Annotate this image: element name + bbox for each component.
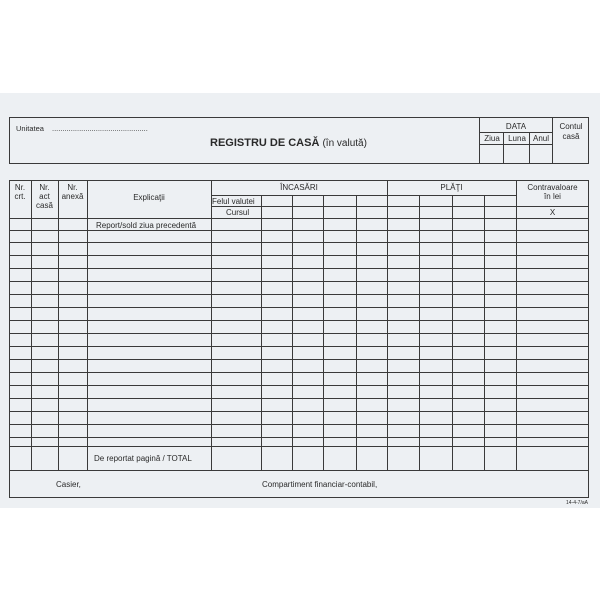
unit-dots: .............................................. [52,124,148,133]
date-year-label: Anul [532,134,549,143]
page-title [210,137,367,150]
col-nr-crt-2: crt. [14,192,26,201]
form-code: 14-4-7/aA [566,500,588,506]
title-normal: (în valută) [322,138,367,149]
felul-valutei-label: Felul valutei [212,197,255,206]
col-contravaloare-2: în lei [544,192,561,201]
financial-label: Compartiment financiar-contabil, [262,480,378,489]
title-bold: REGISTRU DE CASĂ [210,137,320,149]
report-prev-row-label: Report/sold ziua precedentă [96,221,197,230]
col-nr-act-1: Nr. [39,183,50,192]
col-contravaloare-1: Contravaloare [527,183,578,192]
col-nr-anexa-1: Nr. [67,183,78,192]
col-nr-anexa-2: anexă [61,192,84,201]
col-nr-act-2: act [39,192,50,201]
col-nr-crt-1: Nr. [14,183,26,192]
account-label-2: casă [562,132,580,141]
col-incasari: ÎNCASĂRI [280,183,318,192]
account-label-1: Contul [559,122,583,131]
cashier-label: Casier, [56,480,81,489]
date-label: DATA [505,122,527,131]
cursul-label: Cursul [226,208,250,217]
x-mark: X [549,208,556,217]
col-plati: PLĂŢI [440,183,463,192]
total-row-label: De reportat pagină / TOTAL [94,454,192,463]
col-nr-act-3: casă [36,201,53,210]
date-month-label: Luna [508,134,526,143]
unit-label: Unitatea [16,124,44,133]
date-day-label: Ziua [484,134,500,143]
col-explicatii: Explicaţii [133,193,165,202]
